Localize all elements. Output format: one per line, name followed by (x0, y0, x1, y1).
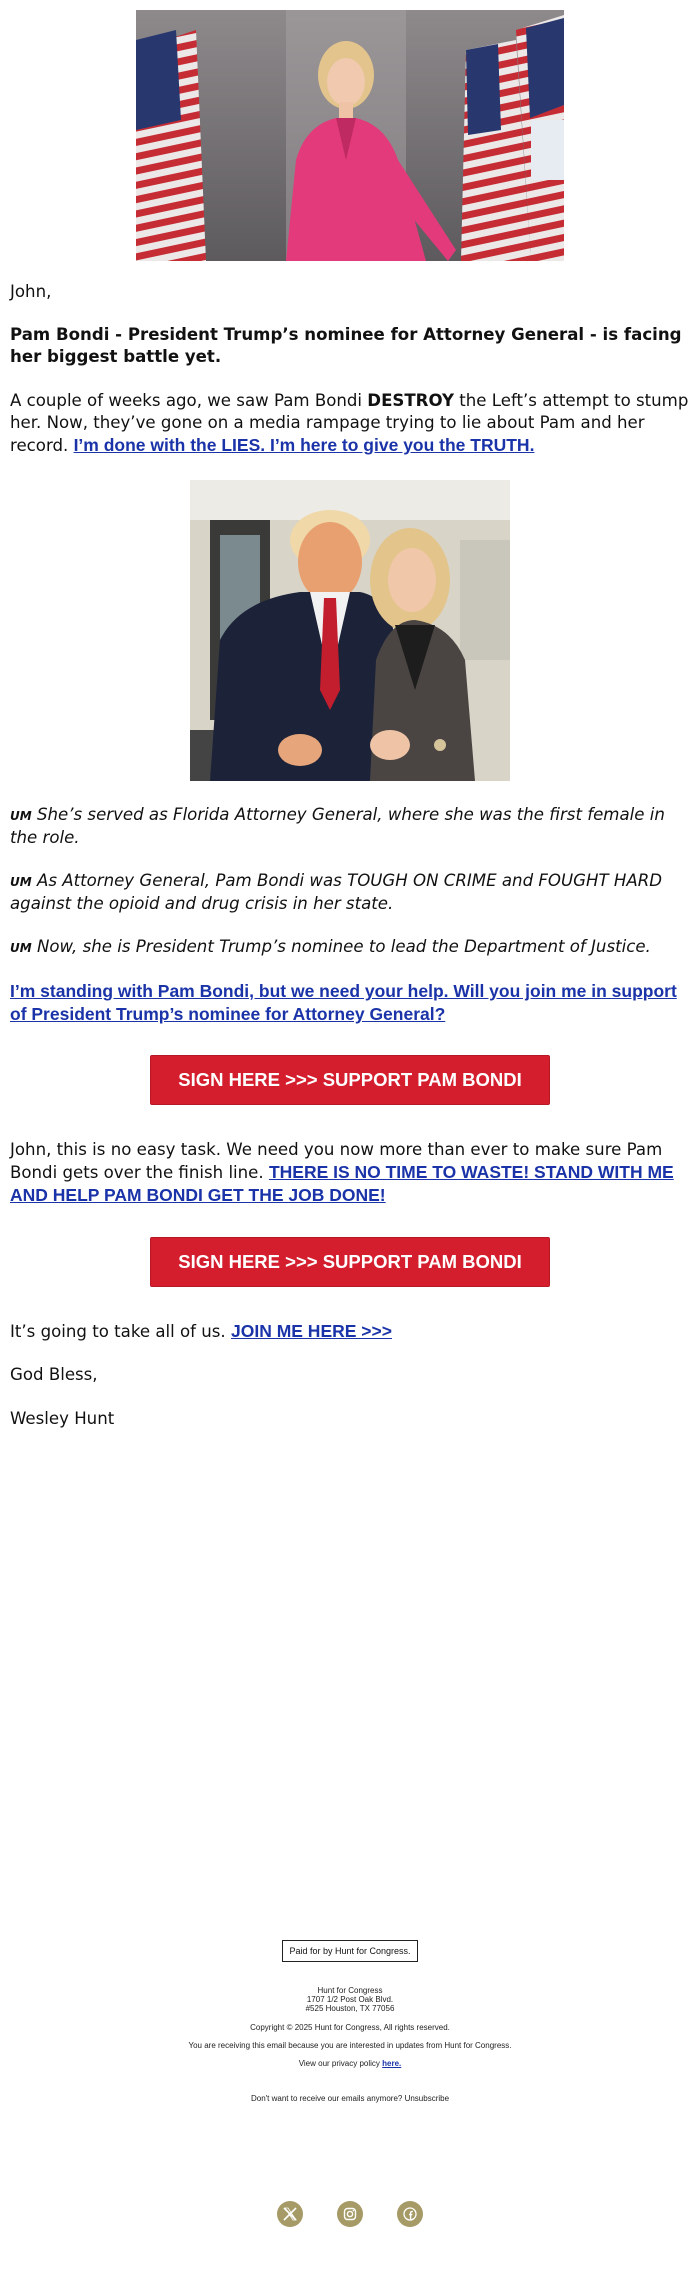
trump-bondi-photo (190, 480, 510, 781)
headline: Pam Bondi - President Trump’s nominee for Attorney General - is facing her biggest battle yet. (10, 325, 682, 366)
urgency-text: John, this is no easy task. We need you now more than ever to make sure Pam Bondi gets over the finish line. (10, 1140, 663, 1182)
x-icon[interactable] (277, 2201, 303, 2227)
footer-address-1: 1707 1/2 Post Oak Blvd. (306, 1995, 394, 2004)
intro-emphasis: DESTROY (367, 391, 454, 410)
paid-for-box: Paid for by Hunt for Congress. (282, 1940, 418, 1962)
sign-button-2[interactable]: SIGN HERE >>> SUPPORT PAM BONDI (150, 1237, 550, 1287)
privacy-text: View our privacy policy (298, 2059, 383, 2068)
join-paragraph (10, 1320, 692, 1343)
bullet-marker: UM (10, 941, 32, 955)
footer-privacy (0, 2059, 700, 2068)
facebook-icon[interactable] (397, 2201, 423, 2227)
greeting: John, (10, 282, 52, 301)
sign-button-1[interactable]: SIGN HERE >>> SUPPORT PAM BONDI (150, 1055, 550, 1105)
bullet-marker: UM (10, 875, 32, 889)
footer-address-2: #525 Houston, TX 77056 (305, 2004, 395, 2013)
bullet-1 (10, 804, 692, 849)
join-text: It’s going to take all of us. (10, 1322, 231, 1341)
footer-copyright: Copyright © 2025 Hunt for Congress, All rights reserved. (250, 2023, 450, 2032)
bullet-2 (10, 870, 692, 915)
instagram-icon[interactable] (337, 2201, 363, 2227)
urgency-paragraph (10, 1139, 692, 1207)
footer-unsubscribe[interactable]: Don't want to receive our emails anymore? Unsubscribe (250, 2094, 450, 2103)
intro-text-cont: the Left’s attempt to stump her. Now, they’ve gone on a media rampage trying to lie about Pam and her record. (10, 391, 689, 455)
bullet-3 (10, 936, 692, 959)
signature: Wesley Hunt (10, 1409, 115, 1428)
ask-paragraph (10, 980, 692, 1026)
support-link[interactable]: I’m standing with Pam Bondi, but we need your help. Will you join me in support of President Trump’s nominee for Attorney General? (10, 981, 677, 1024)
join-link[interactable]: JOIN ME HERE >>> (230, 1321, 392, 1341)
bullet-text: She’s served as Florida Attorney General, where she was the first female in the role. (10, 805, 665, 847)
footer-org: Hunt for Congress (317, 1986, 383, 1995)
intro-paragraph (10, 390, 692, 457)
privacy-link[interactable]: here. (382, 2059, 402, 2068)
truth-link[interactable]: I’m done with the LIES. I’m here to give you the TRUTH. (73, 435, 535, 455)
no-time-link[interactable]: THERE IS NO TIME TO WASTE! STAND WITH ME AND HELP PAM BONDI GET THE JOB DONE! (10, 1162, 674, 1205)
bullet-text: Now, she is President Trump’s nominee to lead the Department of Justice. (36, 937, 651, 956)
signoff: God Bless, (10, 1365, 98, 1384)
bullet-text: As Attorney General, Pam Bondi was TOUGH ON CRIME and FOUGHT HARD against the opioid and drug crisis in her state. (10, 871, 663, 913)
intro-text: A couple of weeks ago, we saw Pam Bondi (10, 391, 368, 410)
bullet-marker: UM (10, 809, 32, 823)
footer-receiving: You are receiving this email because you are interested in updates from Hunt for Congress. (188, 2041, 512, 2050)
hero-photo (136, 10, 564, 261)
